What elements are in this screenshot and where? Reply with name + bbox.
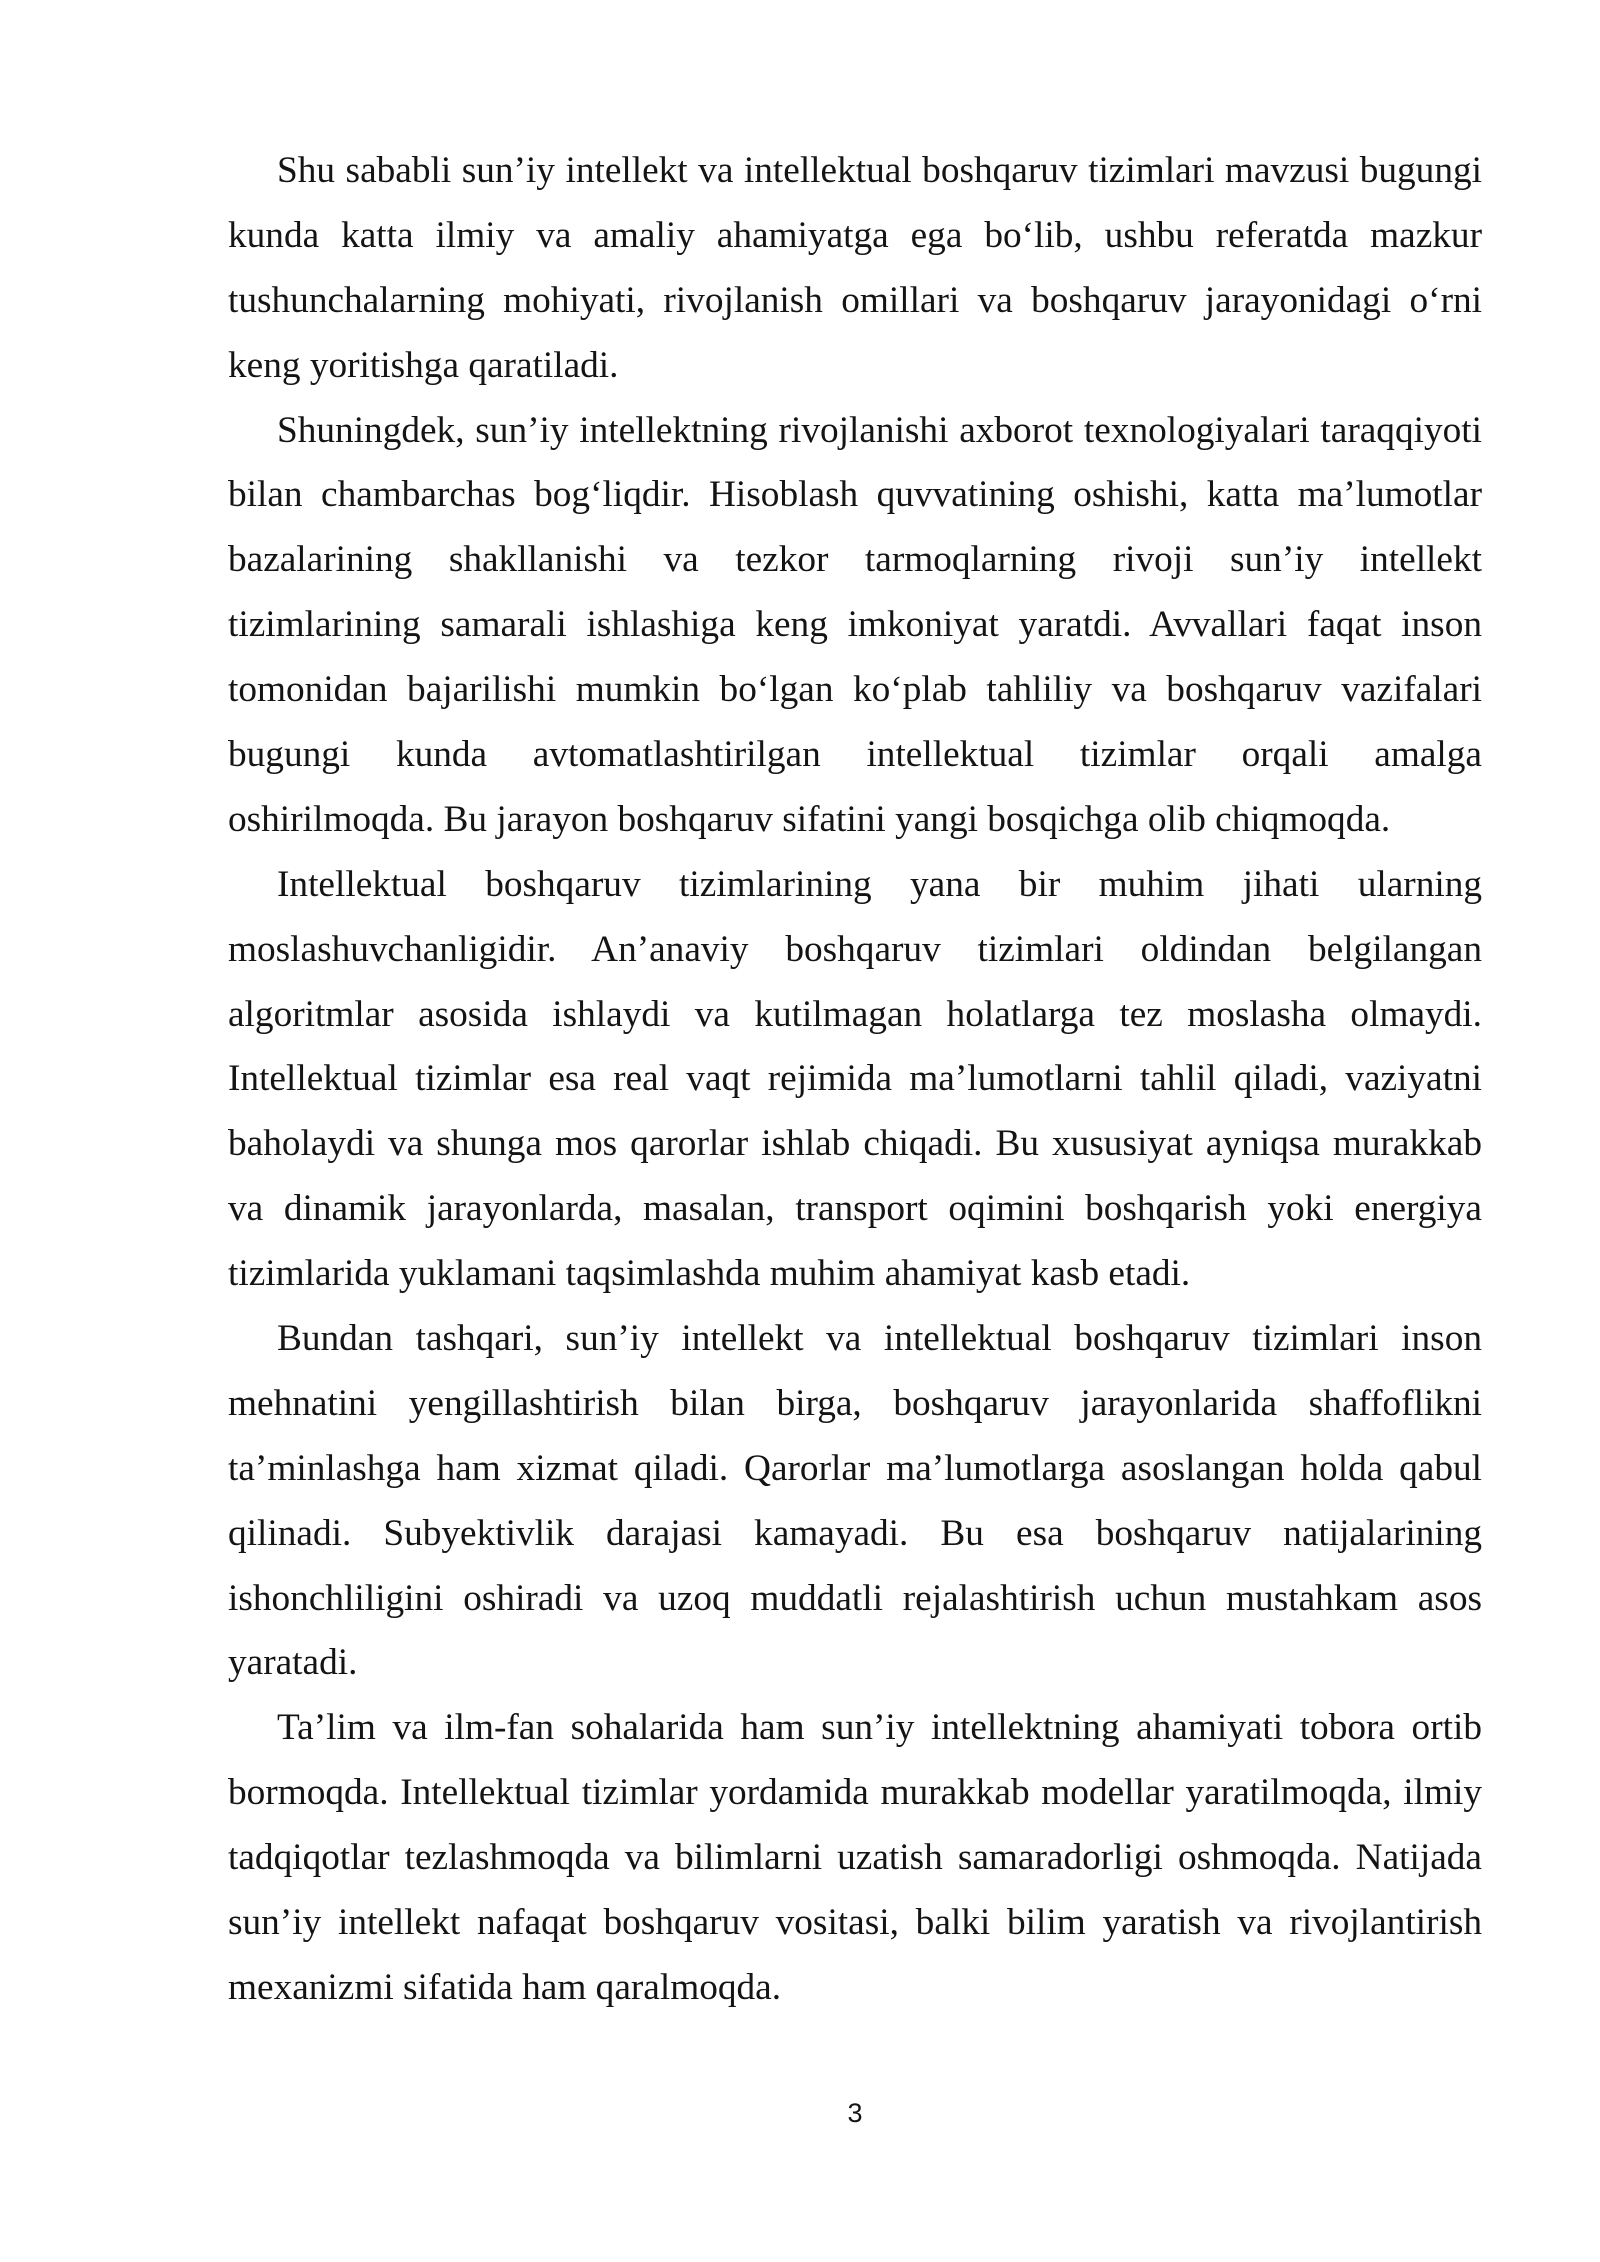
- text-line: Shu sababli sun’iy intellekt va intellektual boshqaruv tizimlari mavzusi bugungi: [277, 150, 1482, 191]
- document-body: [228, 139, 1482, 2021]
- text-line: bilan chambarchas bog‘liqdir. Hisoblash quvvatining oshishi, katta ma’lumotlar: [228, 474, 1482, 516]
- text-line: algoritmlar asosida ishlaydi va kutilmagan holatlarga tez moslasha olmaydi.: [228, 993, 1482, 1035]
- paragraph: [228, 853, 1482, 1307]
- paragraph: [228, 1696, 1482, 2020]
- text-line: tadqiqotlar tezlashmoqda va bilimlarni uzatish samaradorligi oshmoqda. Natijada: [228, 1837, 1482, 1879]
- text-line: Intellektual boshqaruv tizimlarining yana bir muhim jihati ularning: [277, 863, 1482, 905]
- text-line: va dinamik jarayonlarda, masalan, transport oqimini boshqarish yoki energiya: [228, 1188, 1482, 1230]
- text-line: keng yoritishga qaratiladi.: [228, 344, 619, 386]
- text-line: Ta’lim va ilm-fan sohalarida ham sun’iy intellektning ahamiyati tobora ortib: [277, 1707, 1482, 1749]
- text-line: qilinadi. Subyektivlik darajasi kamayadi. Bu esa boshqaruv natijalarining: [228, 1512, 1482, 1554]
- text-line: bormoqda. Intellektual tizimlar yordamida murakkab modellar yaratilmoqda, ilmiy: [228, 1772, 1482, 1814]
- text-line: Intellektual tizimlar esa real vaqt rejimida ma’lumotlarni tahlil qiladi, vaziyatni: [228, 1058, 1482, 1100]
- paragraph: [228, 139, 1482, 399]
- text-line: ta’minlashga ham xizmat qiladi. Qarorlar ma’lumotlarga asoslangan holda qabul: [228, 1447, 1482, 1489]
- paragraph: [228, 399, 1482, 853]
- text-line: moslashuvchanligidir. An’anaviy boshqaruv tizimlari oldindan belgilangan: [228, 928, 1482, 970]
- text-line: bugungi kunda avtomatlashtirilgan intellektual tizimlar orqali amalga: [228, 734, 1482, 776]
- text-line: bazalarining shakllanishi va tezkor tarmoqlarning rivoji sun’iy intellekt: [228, 539, 1482, 581]
- text-line: kunda katta ilmiy va amaliy ahamiyatga ega bo‘lib, ushbu referatda mazkur: [228, 214, 1482, 256]
- text-line: yaratadi.: [228, 1642, 358, 1684]
- text-line: oshirilmoqda. Bu jarayon boshqaruv sifatini yangi bosqichga olib chiqmoqda.: [228, 798, 1391, 840]
- paragraph: [228, 1307, 1482, 1696]
- text-line: tizimlarining samarali ishlashiga keng imkoniyat yaratdi. Avvallari faqat inson: [228, 604, 1482, 646]
- text-line: sun’iy intellekt nafaqat boshqaruv vositasi, balki bilim yaratish va rivojlantirish: [228, 1902, 1482, 1944]
- text-line: ishonchliligini oshiradi va uzoq muddatli rejalashtirish uchun mustahkam asos: [228, 1577, 1482, 1619]
- text-line: tomonidan bajarilishi mumkin bo‘lgan ko‘plab tahliliy va boshqaruv vazifalari: [228, 669, 1482, 711]
- text-line: mexanizmi sifatida ham qaralmoqda.: [228, 1966, 782, 2008]
- text-line: tushunchalarning mohiyati, rivojlanish omillari va boshqaruv jarayonidagi o‘rni: [228, 279, 1482, 321]
- text-line: baholaydi va shunga mos qarorlar ishlab chiqadi. Bu xususiyat ayniqsa murakkab: [228, 1123, 1482, 1165]
- text-line: Shuningdek, sun’iy intellektning rivojlanishi axborot texnologiyalari taraqqiyoti: [277, 409, 1482, 451]
- text-line: Bundan tashqari, sun’iy intellekt va intellektual boshqaruv tizimlari inson: [277, 1318, 1482, 1360]
- page-number: 3: [847, 2098, 863, 2128]
- text-line: mehnatini yengillashtirish bilan birga, boshqaruv jarayonlarida shaffoflikni: [228, 1382, 1482, 1424]
- text-line: tizimlarida yuklamani taqsimlashda muhim ahamiyat kasb etadi.: [228, 1253, 1191, 1295]
